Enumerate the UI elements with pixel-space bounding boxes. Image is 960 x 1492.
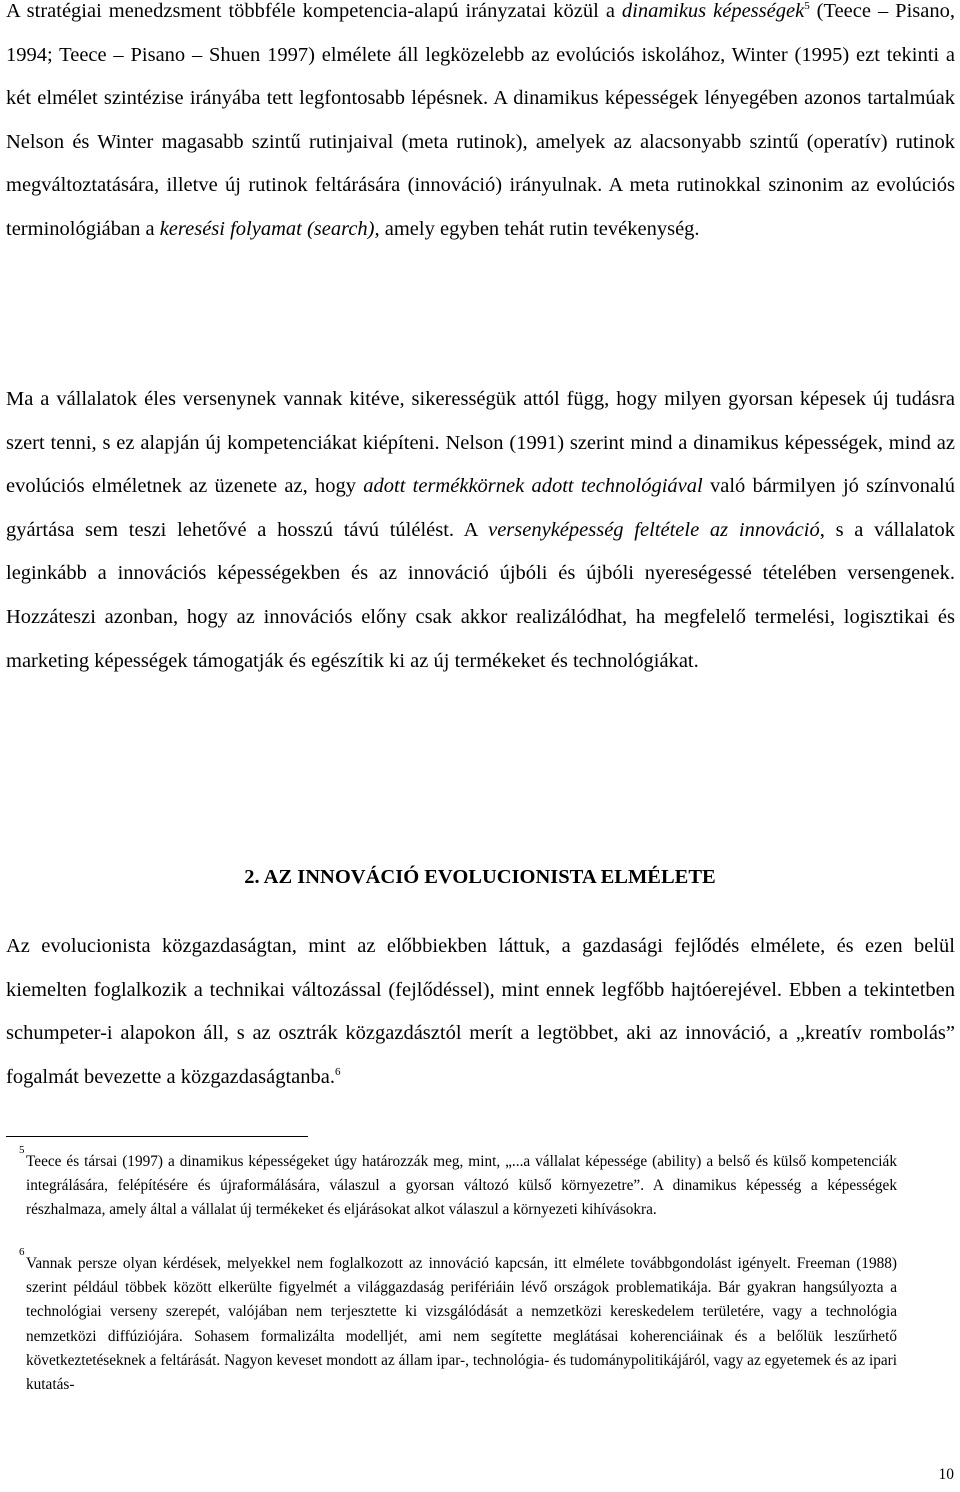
body-paragraph-3 xyxy=(6,925,955,1099)
body-paragraph-1 xyxy=(6,0,955,252)
footnote-6-number: 6 xyxy=(19,1246,25,1258)
paragraph-2-italic-term-a: adott termékkörnek adott technológiával xyxy=(363,475,703,498)
footnote-5 xyxy=(19,1144,897,1223)
page-number: 10 xyxy=(938,1466,954,1483)
footnote-6-text: Vannak persze olyan kérdések, melyekkel nem foglalkozott az innováció kapcsán, itt elmélete továbbgondolást igényelt. Freeman (1988) szerint például többek között elkerülte figyelmét a világgazdaság perifériáin lévő országok problematikája. Bár gyakran hangsúlyozta a technológiai verseny szerepét, valójában nem terjesztette ki vizsgálódását a nemzetközi kereskedelem területére, vagy a technológia nemzetközi diffúziójára. Sohasem formalizálta modelljét, ami nem segítette meglátásai koherenciáinak és a belőlük leszűrhető következtetéseknek a feltárását. Nagyon keveset mondott az állam ipar-, technológia- és tudománypolitikájáról, vagy az egyetemek és az ipari kutatás- xyxy=(26,1255,897,1394)
paragraph-1-text-c: amely egyben tehát rutin tevékenység. xyxy=(379,217,700,240)
footnote-separator xyxy=(6,1136,308,1137)
paragraph-1-italic-term-a: dinamikus képességek xyxy=(621,0,805,22)
body-paragraph-2 xyxy=(6,378,955,683)
paragraph-1-text-a: A stratégiai menedzsment többféle kompetencia-alapú irányzatai közül a xyxy=(6,0,622,22)
paragraph-2-text-b: való bármilyen jó színvonalú gyártása sem teszi lehetővé a hosszú távú túlélést. A xyxy=(6,475,955,541)
footnote-ref-6: 6 xyxy=(334,1065,341,1078)
footnote-5-text: Teece és társai (1997) a dinamikus képességeket úgy határozzák meg, mint, „...a vállalat képessége (ability) a belső és külső kompetenciák integrálására, felépítésére és újraformálására, válaszul a gyorsan változó külső környezetre”. A dinamikus képesség a képességek részhalmaza, amely által a vállalat új termékeket és eljárásokat alkot válaszul a környezeti kihívásokra. xyxy=(26,1153,897,1219)
paragraph-2-text-c: , s a vállalatok leginkább a innovációs képességekben és az innováció újbóli és újbóli nyereségessé tételében versengenek. Hozzáteszi azonban, hogy az innovációs előny csak akkor realizálódhat, ha megfelelő termelési, logisztikai és marketing képességek támogatják és egészítik ki az új termékeket és technológiákat. xyxy=(6,518,955,672)
footnote-5-number: 5 xyxy=(19,1144,25,1156)
paragraph-3-text: Az evolucionista közgazdaságtan, mint az előbbiekben láttuk, a gazdasági fejlődés elmélete, és ezen belül kiemelten foglalkozik a technikai változással (fejlődéssel), mint ennek legfőbb hajtóerejével. Ebben a tekintetben schumpeter-i alapokon áll, s az osztrák közgazdásztól merít a legtöbbet, aki az innováció, a „kreatív rombolás” fogalmát bevezette a közgazdaságtanba. xyxy=(6,935,955,1088)
paragraph-1-text-b: (Teece – Pisano, 1994; Teece – Pisano – Shuen 1997) elmélete áll legközelebb az evolúciós iskolához, Winter (1995) ezt tekinti a két elmélet szintézise irányába tett legfontosabb lépésnek. A dinamikus képességek lényegében azonos tartalmúak Nelson és Winter magasabb szintű rutinjaival (meta rutinok), amelyek az alacsonyabb szintű (operatív) rutinok megváltoztatására, illetve új rutinok feltárására (innováció) irányulnak. A meta rutinokkal szinonim az evolúciós terminológiában a xyxy=(6,0,955,240)
section-heading: 2. AZ INNOVÁCIÓ EVOLUCIONISTA ELMÉLETE xyxy=(244,866,716,888)
paragraph-2-text-a: Ma a vállalatok éles versenynek vannak kitéve, sikerességük attól függ, hogy milyen gyorsan képesek új tudásra szert tenni, s ez alapján új kompetenciákat kiépíteni. Nelson (1991) szerint mind a dinamikus képességek, mind az evolúciós elméletnek az üzenete az, hogy xyxy=(6,388,955,498)
footnote-ref-5: 5 xyxy=(804,0,810,13)
footnote-6 xyxy=(19,1246,897,1397)
paragraph-2-italic-term-b: versenyképesség feltétele az innováció xyxy=(488,518,820,541)
paragraph-1-italic-term-b: keresési folyamat (search), xyxy=(159,217,380,240)
